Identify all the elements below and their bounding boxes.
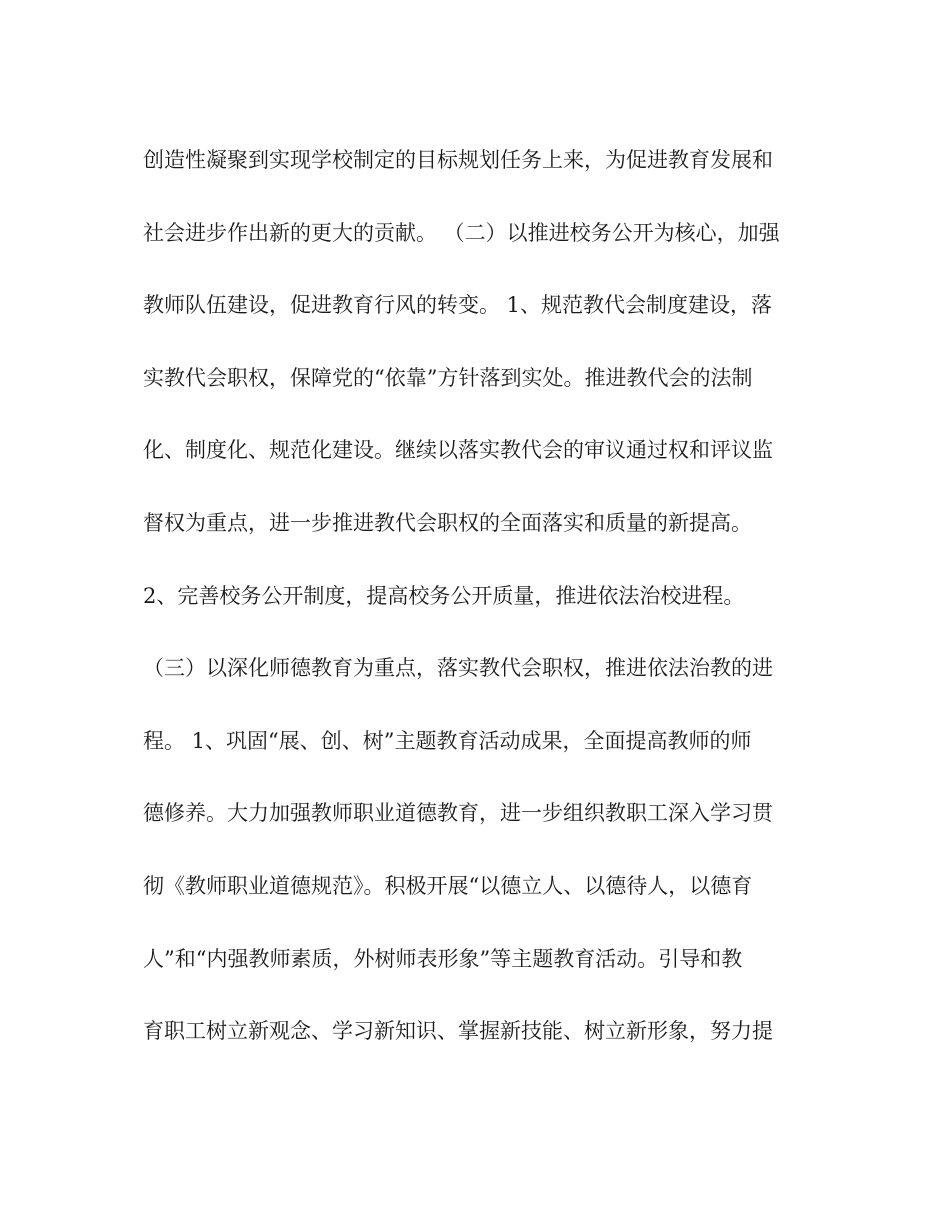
text-line: 德修养。大力加强教师职业道德教育，进一步组织教职工深入学习贯: [143, 801, 773, 826]
text-line: 创造性凝聚到实现学校制定的目标规划任务上来，为促进教育发展和: [143, 148, 773, 172]
text-line: 社会进步作出新的更大的贡献。 （二）以推进校务公开为核心，加强: [143, 220, 780, 245]
text-line: 督权为重点，进一步推进教代会职权的全面落实和质量的新提高。: [143, 510, 752, 535]
text-line: 2、完善校务公开制度，提高校务公开质量，推进依法治校进程。: [143, 583, 745, 608]
text-line: 人”和“内强教师素质，外树师表形象”等主题教育活动。引导和教: [143, 946, 743, 971]
text-line: 化、制度化、规范化建设。继续以落实教代会的审议通过权和评议监: [143, 438, 773, 463]
body-text: [143, 138, 823, 1082]
text-line: 彻《教师职业道德规范》。积极开展“以德立人、以德待人，以德育: [143, 873, 753, 898]
text-line: 育职工树立新观念、学习新知识、掌握新技能、树立新形象，努力提: [143, 1019, 773, 1044]
text-line: 程。 1、巩固“展、创、树”主题教育活动成果，全面提高教师的师: [143, 728, 752, 753]
text-line: （三）以深化师德教育为重点，落实教代会职权，推进依法治教的进: [143, 656, 773, 681]
text-line: 教师队伍建设，促进教育行风的转变。 1、规范教代会制度建设，落: [143, 293, 773, 318]
text-line: 实教代会职权，保障党的“依靠”方针落到实处。推进教代会的法制: [143, 365, 753, 390]
